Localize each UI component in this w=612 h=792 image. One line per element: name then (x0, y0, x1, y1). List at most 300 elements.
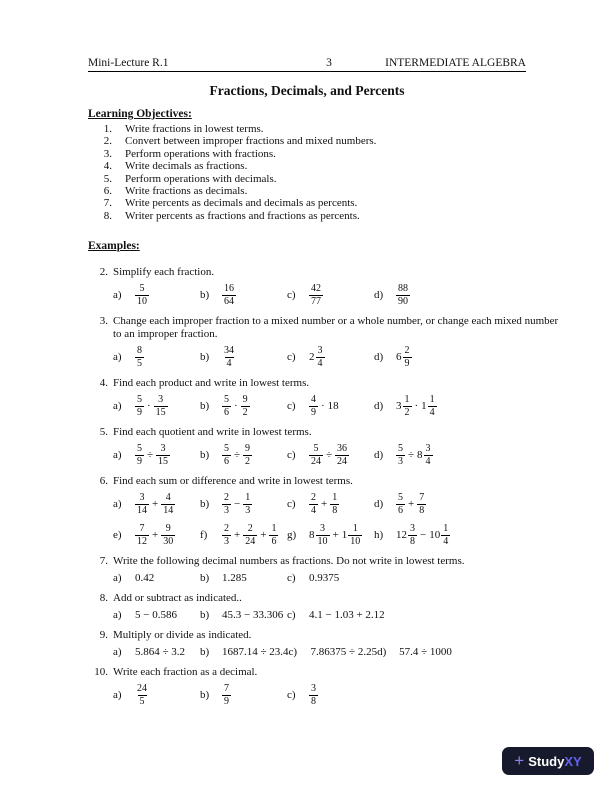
header-page-number: 3 (326, 57, 332, 69)
fraction-numerator: 42 (311, 283, 321, 295)
math-operator: · (234, 400, 238, 413)
fraction-numerator: 5 (137, 443, 142, 455)
problem-statement: Simplify each fraction. (113, 266, 215, 279)
fraction (309, 283, 323, 307)
problem-part (200, 683, 287, 707)
problem-statement: Find each sum or difference and write in lowest terms. (113, 475, 353, 488)
mixed-number (417, 443, 433, 467)
math-text: 0.42 (135, 572, 155, 585)
fraction (135, 345, 144, 369)
math-text: 0.9375 (309, 572, 340, 585)
problem (88, 315, 566, 369)
problem-parts-row (113, 609, 566, 621)
mixed-whole-number: 12 (396, 529, 407, 542)
fraction (309, 443, 323, 467)
fraction-numerator: 1 (429, 394, 435, 406)
problem-part (113, 646, 200, 658)
mixed-number (396, 345, 412, 369)
mixed-number (396, 523, 417, 547)
objective-text: Perform operations with fractions. (125, 147, 276, 160)
objective-item (88, 148, 566, 160)
fraction-denominator: 14 (163, 504, 174, 516)
math-expression (309, 345, 325, 369)
fraction-denominator: 3 (224, 535, 229, 547)
problem-part (374, 523, 461, 547)
problem-parts-row (113, 646, 566, 658)
problem-part (200, 523, 287, 547)
math-expression (309, 572, 339, 584)
math-operator: · (321, 400, 325, 413)
fraction (156, 443, 170, 467)
math-expression (311, 646, 378, 658)
problem-part (200, 572, 287, 584)
fraction-denominator: 4 (317, 357, 323, 369)
part-label: d) (377, 646, 387, 659)
fraction-denominator: 9 (137, 455, 142, 467)
math-operator: ÷ (234, 449, 241, 462)
fraction-denominator: 9 (311, 406, 316, 418)
objective-number: 3. (103, 147, 112, 160)
math-text: 5 − 0.586 (135, 609, 177, 622)
fraction-numerator: 3 (158, 394, 164, 406)
fraction-denominator: 6 (271, 535, 277, 547)
problem-parts-row (113, 572, 566, 584)
problem-number: 2. (99, 266, 108, 279)
fraction-denominator: 3 (245, 504, 251, 516)
part-label: d) (374, 498, 384, 511)
math-expression (135, 609, 177, 621)
fraction-numerator: 3 (311, 683, 316, 695)
math-expression (222, 523, 278, 547)
math-expression (222, 394, 250, 418)
math-operator: · (414, 400, 419, 413)
objective-text: Write decimals as fractions. (125, 160, 248, 173)
fraction (316, 523, 330, 547)
math-expression (222, 683, 231, 707)
fraction (222, 523, 231, 547)
fraction-numerator: 1 (271, 523, 277, 535)
fraction-numerator: 24 (137, 683, 147, 695)
problem-number: 4. (99, 377, 108, 390)
part-label: b) (200, 289, 210, 302)
part-label: c) (287, 449, 296, 462)
fraction (222, 394, 231, 418)
problem-part (200, 443, 287, 467)
fraction-denominator: 9 (137, 406, 142, 418)
mixed-whole-number: 2 (309, 351, 315, 364)
fraction (408, 523, 417, 547)
problem-part (287, 683, 374, 707)
objectives-list (88, 123, 566, 222)
fraction-denominator: 10 (350, 535, 361, 547)
fraction-denominator: 3 (224, 504, 229, 516)
math-operator: − (420, 529, 427, 542)
math-expression (135, 683, 149, 707)
part-label: c) (287, 498, 296, 511)
fraction (309, 683, 318, 707)
part-label: f) (200, 529, 208, 542)
part-label: b) (200, 572, 210, 585)
problem-part (287, 283, 374, 307)
math-operator: + (234, 529, 241, 542)
problems (88, 266, 566, 707)
problem (88, 629, 566, 658)
fraction-numerator: 2 (247, 523, 253, 535)
math-expression (399, 646, 452, 658)
fraction-numerator: 3 (410, 523, 415, 535)
part-label: d) (374, 400, 384, 413)
problem-part (374, 394, 461, 418)
math-text: 5.864 ÷ 3.2 (135, 646, 186, 659)
objective-text: Convert between improper fractions and mixed numbers. (125, 135, 377, 148)
fraction-numerator: 5 (398, 492, 403, 504)
problem-head (88, 666, 566, 679)
fraction-numerator: 1 (332, 492, 338, 504)
problem-parts-row (113, 394, 566, 418)
problem-part (377, 646, 464, 658)
fraction-denominator: 64 (224, 295, 234, 307)
mixed-number (429, 523, 450, 547)
math-expression (135, 283, 149, 307)
mixed-whole-number: 6 (396, 351, 402, 364)
objective-item (88, 160, 566, 172)
part-label: c) (287, 400, 296, 413)
fraction (403, 394, 412, 418)
part-label: c) (287, 351, 296, 364)
fraction-numerator: 3 (139, 492, 145, 504)
problem-part (200, 609, 287, 621)
fraction (135, 283, 149, 307)
fraction (222, 443, 231, 467)
math-operator: ÷ (147, 449, 154, 462)
problem-head (88, 475, 566, 488)
problem-part (113, 572, 200, 584)
math-operator: − (234, 498, 241, 511)
fraction-numerator: 2 (311, 492, 316, 504)
fraction (243, 443, 252, 467)
problem-part (287, 609, 385, 621)
problem-part (113, 523, 200, 547)
problem-head (88, 377, 566, 390)
problem (88, 555, 566, 584)
learning-objectives-heading: Learning Objectives: (88, 108, 192, 120)
math-text: 18 (327, 400, 339, 413)
fraction-denominator: 2 (404, 406, 410, 418)
part-label: e) (113, 529, 122, 542)
problem-parts-row (113, 492, 566, 516)
page-title: Fractions, Decimals, and Percents (209, 83, 405, 98)
problem-part (113, 394, 200, 418)
fraction-numerator: 4 (165, 492, 171, 504)
part-label: a) (113, 351, 122, 364)
mixed-number (309, 523, 330, 547)
fraction-denominator: 4 (311, 504, 316, 516)
fraction-denominator: 12 (137, 535, 147, 547)
problem-part (200, 646, 289, 658)
objective-item (88, 185, 566, 197)
objective-number: 1. (103, 123, 112, 135)
fraction (243, 523, 257, 547)
part-label: d) (374, 289, 384, 302)
math-expression (135, 646, 185, 658)
math-expression (396, 492, 426, 516)
problem-part (287, 345, 374, 369)
fraction-numerator: 1 (352, 523, 358, 535)
part-label: a) (113, 689, 122, 702)
fraction-denominator: 4 (226, 357, 232, 369)
math-expression (135, 345, 144, 369)
part-label: a) (113, 400, 122, 413)
math-text: 4.1 − 1.03 + 2.12 (309, 609, 385, 622)
objective-number: 5. (103, 172, 112, 185)
fraction-denominator: 24 (311, 455, 321, 467)
objective-number: 8. (103, 209, 112, 222)
problem-number: 8. (99, 592, 108, 605)
math-expression (309, 283, 323, 307)
fraction (135, 394, 144, 418)
math-expression (222, 345, 236, 369)
fraction-numerator: 9 (242, 394, 248, 406)
fraction-denominator: 8 (311, 695, 316, 707)
fraction-numerator: 9 (245, 443, 251, 455)
fraction-denominator: 15 (158, 455, 169, 467)
problem-head (88, 315, 566, 341)
fraction-numerator: 9 (165, 523, 171, 535)
math-expression (396, 394, 437, 418)
fraction-numerator: 7 (224, 683, 229, 695)
mixed-number (396, 394, 412, 418)
fraction-denominator: 24 (337, 455, 348, 467)
problem (88, 426, 566, 467)
math-expression (396, 345, 412, 369)
problem-part (113, 609, 200, 621)
mixed-whole-number: 8 (417, 449, 423, 462)
part-label: b) (200, 689, 210, 702)
fraction-numerator: 7 (419, 492, 425, 504)
problem-part (374, 443, 461, 467)
objective-item (88, 135, 566, 147)
problem-statement: Multiply or divide as indicated. (113, 629, 252, 642)
fraction-numerator: 5 (313, 443, 319, 455)
mixed-whole-number: 10 (429, 529, 441, 542)
problem-part (287, 492, 374, 516)
fraction-denominator: 4 (443, 535, 449, 547)
problem-part (113, 283, 200, 307)
math-expression (309, 394, 339, 418)
math-expression (309, 523, 362, 547)
mixed-whole-number: 8 (309, 529, 315, 542)
math-expression (309, 443, 349, 467)
math-expression (222, 283, 236, 307)
objective-text: Write fractions in lowest terms. (125, 123, 264, 135)
fraction-denominator: 6 (224, 406, 229, 418)
fraction-denominator: 2 (242, 406, 248, 418)
part-label: d) (374, 351, 384, 364)
fraction (222, 283, 236, 307)
problem-number: 6. (99, 475, 108, 488)
part-label: c) (288, 646, 298, 659)
fraction-denominator: 5 (137, 357, 142, 369)
fraction-numerator: 36 (337, 443, 348, 455)
fraction (161, 523, 175, 547)
fraction-numerator: 2 (224, 492, 229, 504)
fraction (428, 394, 437, 418)
fraction (309, 394, 318, 418)
fraction (135, 492, 149, 516)
problem-parts-row (113, 283, 566, 307)
problem-part (113, 345, 200, 369)
math-operator: + (152, 529, 159, 542)
fraction (396, 492, 405, 516)
problem-head (88, 629, 566, 642)
fraction (348, 523, 362, 547)
math-expression (309, 609, 385, 621)
fraction-denominator: 5 (139, 695, 145, 707)
fraction-numerator: 1 (245, 492, 251, 504)
plus-icon: + (514, 750, 525, 770)
math-operator: ÷ (326, 449, 333, 462)
objective-item (88, 210, 566, 222)
problem-part (289, 646, 378, 658)
math-text: 1687.14 ÷ 23.4 (222, 646, 289, 659)
fraction-numerator: 1 (404, 394, 410, 406)
problem-statement: Add or subtract as indicated.. (113, 592, 242, 605)
fraction (222, 345, 236, 369)
logo-wordmark (528, 754, 581, 769)
part-label: b) (200, 400, 210, 413)
fraction-numerator: 5 (224, 443, 229, 455)
part-label: h) (374, 529, 384, 542)
problem-statement: Change each improper fraction to a mixed number or a whole number, or change each mixed number to an improper fraction. (113, 315, 559, 341)
problem-part (374, 492, 461, 516)
objective-item (88, 173, 566, 185)
problem-part (287, 523, 374, 547)
problem-part (113, 443, 200, 467)
math-expression (222, 443, 252, 467)
fraction (135, 683, 149, 707)
fraction-numerator: 7 (139, 523, 145, 535)
fraction-numerator: 2 (224, 523, 229, 535)
objective-item (88, 123, 566, 135)
logo-xy-text: XY (564, 753, 582, 769)
problem-part (287, 394, 374, 418)
part-label: c) (287, 609, 296, 622)
fraction (424, 443, 433, 467)
fraction-denominator: 3 (398, 455, 403, 467)
problem-part (374, 283, 461, 307)
fraction-numerator: 34 (224, 345, 234, 357)
math-expression (222, 609, 283, 621)
fraction-numerator: 5 (139, 283, 145, 295)
fraction-denominator: 6 (224, 455, 229, 467)
studyxy-badge[interactable] (502, 747, 594, 775)
fraction-denominator: 30 (163, 535, 174, 547)
problem-parts-row (113, 523, 566, 547)
fraction-denominator: 9 (224, 695, 229, 707)
fraction (269, 523, 278, 547)
problem-head (88, 426, 566, 439)
math-expression (135, 572, 154, 584)
math-text: 57.4 ÷ 1000 (399, 646, 452, 659)
math-expression (222, 646, 289, 658)
part-label: b) (200, 449, 210, 462)
problem-part (200, 492, 287, 516)
mixed-number (421, 394, 437, 418)
part-label: c) (287, 689, 296, 702)
math-operator: · (147, 400, 151, 413)
math-text: 7.86375 ÷ 2.25 (310, 646, 378, 659)
header-book-title: INTERMEDIATE ALGEBRA (385, 57, 526, 69)
fraction-numerator: 1 (443, 523, 449, 535)
problem-part (287, 572, 374, 584)
fraction (396, 283, 410, 307)
fraction-numerator: 2 (404, 345, 410, 357)
part-label: a) (113, 646, 122, 659)
fraction (403, 345, 412, 369)
objective-number: 2. (103, 135, 112, 148)
part-label: c) (287, 289, 296, 302)
fraction (222, 683, 231, 707)
math-expression (135, 492, 175, 516)
part-label: b) (200, 498, 210, 511)
part-label: b) (200, 351, 210, 364)
fraction-numerator: 5 (137, 394, 142, 406)
mixed-whole-number: 1 (421, 400, 427, 413)
problem (88, 377, 566, 418)
part-label: a) (113, 449, 122, 462)
fraction (330, 492, 339, 516)
part-label: a) (113, 498, 122, 511)
fraction (396, 443, 405, 467)
math-expression (135, 443, 170, 467)
part-label: a) (113, 609, 122, 622)
problem-part (113, 492, 200, 516)
math-operator: + (332, 529, 339, 542)
problem-part (374, 345, 461, 369)
fraction-denominator: 9 (404, 357, 410, 369)
problem-parts-row (113, 443, 566, 467)
objective-text: Writer percents as fractions and fractions as percents. (125, 209, 360, 222)
fraction-denominator: 90 (398, 295, 408, 307)
fraction (335, 443, 349, 467)
fraction-denominator: 10 (137, 295, 147, 307)
fraction-numerator: 3 (317, 345, 323, 357)
problem-head (88, 592, 566, 605)
fraction-numerator: 4 (311, 394, 316, 406)
part-label: b) (200, 609, 210, 622)
fraction-denominator: 4 (429, 406, 435, 418)
fraction-denominator: 4 (425, 455, 431, 467)
math-operator: ÷ (408, 449, 415, 462)
problem-part (287, 443, 374, 467)
problem-part (200, 394, 287, 418)
fraction (135, 523, 149, 547)
fraction-numerator: 88 (398, 283, 408, 295)
problem-statement: Find each quotient and write in lowest terms. (113, 426, 312, 439)
math-expression (135, 394, 168, 418)
objective-number: 7. (103, 197, 112, 210)
math-expression (222, 572, 247, 584)
fraction (222, 492, 231, 516)
mixed-number (309, 345, 325, 369)
math-expression (396, 523, 450, 547)
fraction-denominator: 8 (419, 504, 425, 516)
fraction-numerator: 3 (160, 443, 166, 455)
page-header (88, 57, 526, 72)
objective-item (88, 197, 566, 209)
math-operator: + (152, 498, 159, 511)
problem-number: 9. (99, 629, 108, 642)
